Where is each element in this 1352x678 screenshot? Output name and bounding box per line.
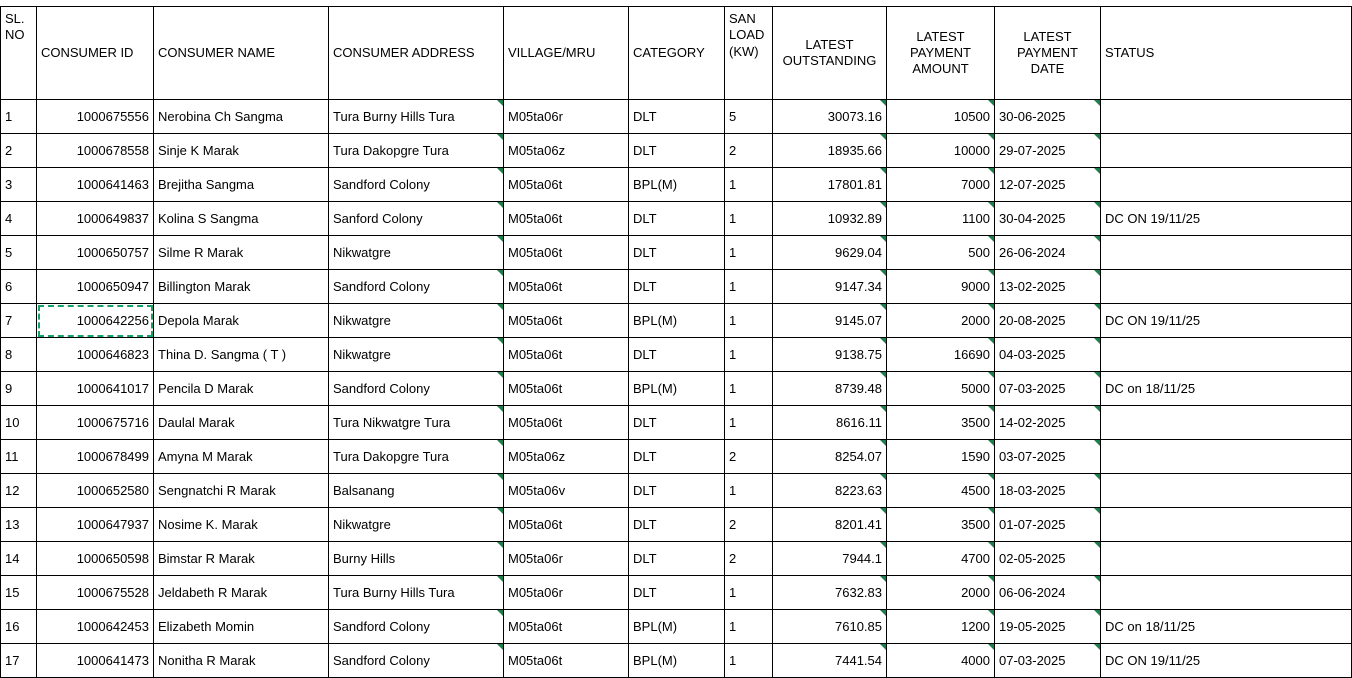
cell-name[interactable]: Sinje K Marak — [154, 134, 329, 168]
table-row[interactable] — [1, 134, 1352, 168]
cell-name[interactable]: Thina D. Sangma ( T ) — [154, 338, 329, 372]
column-header-san-load-line-3: (KW) — [729, 43, 759, 59]
cell-pay[interactable]: 4700 — [887, 542, 995, 576]
column-header-latest-payment-amount-line-3: AMOUNT — [912, 61, 969, 77]
cell-name[interactable]: Daulal Marak — [154, 406, 329, 440]
cell-date[interactable]: 26-06-2024 — [995, 236, 1101, 270]
cell-vill[interactable]: M05ta06t — [504, 202, 629, 236]
cell-status[interactable] — [1101, 508, 1352, 542]
cell-vill[interactable]: M05ta06t — [504, 304, 629, 338]
cell-sl[interactable]: 16 — [1, 610, 37, 644]
table-row[interactable] — [1, 440, 1352, 474]
cell-sl[interactable]: 4 — [1, 202, 37, 236]
cell-status[interactable]: DC on 18/11/25 — [1101, 372, 1352, 406]
cell-status[interactable] — [1101, 168, 1352, 202]
column-header-latest-payment-amount-line-1: LATEST — [916, 28, 965, 44]
cell-pay[interactable]: 3500 — [887, 406, 995, 440]
column-header-status[interactable]: STATUS — [1101, 7, 1352, 100]
cell-load[interactable]: 1 — [725, 644, 773, 678]
cell-sl[interactable]: 13 — [1, 508, 37, 542]
cell-status[interactable]: DC ON 19/11/25 — [1101, 644, 1352, 678]
cell-cat[interactable]: DLT — [629, 542, 725, 576]
cell-out[interactable]: 9147.34 — [773, 270, 887, 304]
cell-cat[interactable]: DLT — [629, 100, 725, 134]
cell-addr[interactable]: Nikwatgre — [329, 508, 504, 542]
table-row[interactable] — [1, 304, 1352, 338]
cell-date[interactable]: 07-03-2025 — [995, 372, 1101, 406]
cell-id[interactable]: 1000678499 — [37, 440, 154, 474]
cell-status[interactable] — [1101, 406, 1352, 440]
cell-date[interactable]: 20-08-2025 — [995, 304, 1101, 338]
cell-id[interactable]: 1000649837 — [37, 202, 154, 236]
cell-pay[interactable]: 10000 — [887, 134, 995, 168]
cell-name[interactable]: Nosime K. Marak — [154, 508, 329, 542]
cell-cat[interactable]: DLT — [629, 202, 725, 236]
cell-load[interactable]: 2 — [725, 542, 773, 576]
cell-pay[interactable]: 1200 — [887, 610, 995, 644]
cell-date[interactable]: 13-02-2025 — [995, 270, 1101, 304]
cell-name[interactable]: Jeldabeth R Marak — [154, 576, 329, 610]
column-header-latest-payment-date-line-2: PAYMENT — [1017, 44, 1078, 60]
cell-load[interactable]: 1 — [725, 270, 773, 304]
cell-vill[interactable]: M05ta06t — [504, 508, 629, 542]
cell-pay[interactable]: 16690 — [887, 338, 995, 372]
cell-out[interactable]: 9138.75 — [773, 338, 887, 372]
cell-vill[interactable]: M05ta06v — [504, 474, 629, 508]
column-header-sl-no-line-2: NO — [5, 27, 25, 43]
table-row[interactable] — [1, 576, 1352, 610]
cell-addr[interactable]: Tura Nikwatgre Tura — [329, 406, 504, 440]
column-header-category[interactable]: CATEGORY — [629, 7, 725, 100]
cell-status[interactable] — [1101, 440, 1352, 474]
cell-vill[interactable]: M05ta06r — [504, 542, 629, 576]
cell-date[interactable]: 18-03-2025 — [995, 474, 1101, 508]
table-row[interactable] — [1, 338, 1352, 372]
cell-name[interactable]: Silme R Marak — [154, 236, 329, 270]
cell-cat[interactable]: DLT — [629, 474, 725, 508]
cell-load[interactable]: 2 — [725, 440, 773, 474]
cell-cat[interactable]: BPL(M) — [629, 644, 725, 678]
column-header-latest-payment-amount[interactable] — [887, 7, 995, 100]
cell-sl[interactable]: 8 — [1, 338, 37, 372]
cell-load[interactable]: 1 — [725, 202, 773, 236]
table-row[interactable] — [1, 542, 1352, 576]
cell-sl[interactable]: 11 — [1, 440, 37, 474]
cell-addr[interactable]: Nikwatgre — [329, 338, 504, 372]
cell-date[interactable]: 12-07-2025 — [995, 168, 1101, 202]
cell-name[interactable]: Sengnatchi R Marak — [154, 474, 329, 508]
column-header-consumer-id[interactable]: CONSUMER ID — [37, 7, 154, 100]
table-row[interactable] — [1, 610, 1352, 644]
cell-load[interactable]: 1 — [725, 576, 773, 610]
cell-out[interactable]: 8254.07 — [773, 440, 887, 474]
cell-vill[interactable]: M05ta06z — [504, 134, 629, 168]
cell-addr[interactable]: Nikwatgre — [329, 236, 504, 270]
table-row[interactable] — [1, 236, 1352, 270]
column-header-san-load-line-1: SAN — [729, 11, 756, 26]
column-header-consumer-address[interactable]: CONSUMER ADDRESS — [329, 7, 504, 100]
cell-addr[interactable]: Sandford Colony — [329, 372, 504, 406]
cell-out[interactable]: 9629.04 — [773, 236, 887, 270]
cell-sl[interactable]: 17 — [1, 644, 37, 678]
cell-cat[interactable]: DLT — [629, 508, 725, 542]
cell-cat[interactable]: BPL(M) — [629, 304, 725, 338]
cell-id[interactable]: 1000678558 — [37, 134, 154, 168]
cell-addr[interactable]: Tura Dakopgre Tura — [329, 134, 504, 168]
cell-addr[interactable]: Sandford Colony — [329, 168, 504, 202]
table-row[interactable] — [1, 406, 1352, 440]
cell-load[interactable]: 1 — [725, 304, 773, 338]
column-header-latest-outstanding-line-1: LATEST — [805, 36, 854, 52]
table-row[interactable] — [1, 508, 1352, 542]
cell-load[interactable]: 5 — [725, 100, 773, 134]
column-header-consumer-name[interactable]: CONSUMER NAME — [154, 7, 329, 100]
cell-vill[interactable]: M05ta06t — [504, 644, 629, 678]
cell-id[interactable]: 1000647937 — [37, 508, 154, 542]
cell-out[interactable]: 7441.54 — [773, 644, 887, 678]
cell-sl[interactable]: 14 — [1, 542, 37, 576]
cell-status[interactable] — [1101, 474, 1352, 508]
cell-cat[interactable]: DLT — [629, 236, 725, 270]
cell-pay[interactable]: 5000 — [887, 372, 995, 406]
cell-out[interactable]: 9145.07 — [773, 304, 887, 338]
cell-load[interactable]: 1 — [725, 236, 773, 270]
cell-cat[interactable]: DLT — [629, 440, 725, 474]
cell-cat[interactable]: DLT — [629, 134, 725, 168]
cell-addr[interactable]: Burny Hills — [329, 542, 504, 576]
cell-addr[interactable]: Sandford Colony — [329, 270, 504, 304]
cell-status[interactable] — [1101, 236, 1352, 270]
column-header-latest-payment-date[interactable] — [995, 7, 1101, 100]
cell-cat[interactable]: BPL(M) — [629, 372, 725, 406]
cell-date[interactable]: 19-05-2025 — [995, 610, 1101, 644]
cell-name[interactable]: Kolina S Sangma — [154, 202, 329, 236]
cell-vill[interactable]: M05ta06t — [504, 338, 629, 372]
cell-id[interactable]: 1000675556 — [37, 100, 154, 134]
cell-cat[interactable]: DLT — [629, 338, 725, 372]
cell-out[interactable]: 30073.16 — [773, 100, 887, 134]
cell-addr[interactable]: Nikwatgre — [329, 304, 504, 338]
cell-id[interactable]: 1000642453 — [37, 610, 154, 644]
cell-cat[interactable]: DLT — [629, 406, 725, 440]
cell-status[interactable]: DC ON 19/11/25 — [1101, 304, 1352, 338]
cell-id[interactable]: 1000646823 — [37, 338, 154, 372]
cell-status[interactable] — [1101, 270, 1352, 304]
table-header-row — [1, 7, 1352, 100]
cell-status[interactable]: DC ON 19/11/25 — [1101, 202, 1352, 236]
table-row[interactable] — [1, 100, 1352, 134]
cell-status[interactable]: DC on 18/11/25 — [1101, 610, 1352, 644]
cell-load[interactable]: 1 — [725, 168, 773, 202]
column-header-san-load[interactable] — [725, 7, 773, 100]
cell-name[interactable]: Amyna M Marak — [154, 440, 329, 474]
cell-sl[interactable]: 12 — [1, 474, 37, 508]
cell-name[interactable]: Elizabeth Momin — [154, 610, 329, 644]
cell-sl[interactable]: 7 — [1, 304, 37, 338]
cell-date[interactable]: 01-07-2025 — [995, 508, 1101, 542]
cell-id[interactable]: 1000642256 — [37, 304, 154, 338]
cell-sl[interactable]: 3 — [1, 168, 37, 202]
cell-pay[interactable]: 9000 — [887, 270, 995, 304]
cell-pay[interactable]: 4000 — [887, 644, 995, 678]
cell-status[interactable] — [1101, 542, 1352, 576]
cell-vill[interactable]: M05ta06t — [504, 610, 629, 644]
cell-addr[interactable]: Tura Dakopgre Tura — [329, 440, 504, 474]
column-header-latest-outstanding[interactable] — [773, 7, 887, 100]
cell-date[interactable]: 14-02-2025 — [995, 406, 1101, 440]
cell-vill[interactable]: M05ta06t — [504, 406, 629, 440]
cell-vill[interactable]: M05ta06t — [504, 372, 629, 406]
table-body[interactable] — [1, 100, 1352, 678]
column-header-village-mru[interactable]: VILLAGE/MRU — [504, 7, 629, 100]
cell-date[interactable]: 06-06-2024 — [995, 576, 1101, 610]
cell-load[interactable]: 1 — [725, 610, 773, 644]
cell-load[interactable]: 1 — [725, 338, 773, 372]
cell-status[interactable] — [1101, 100, 1352, 134]
cell-id[interactable]: 1000650598 — [37, 542, 154, 576]
cell-out[interactable]: 8201.41 — [773, 508, 887, 542]
cell-addr[interactable]: Sandford Colony — [329, 644, 504, 678]
cell-addr[interactable]: Tura Burny Hills Tura — [329, 100, 504, 134]
cell-addr[interactable]: Tura Burny Hills Tura — [329, 576, 504, 610]
cell-sl[interactable]: 2 — [1, 134, 37, 168]
cell-name[interactable]: Nonitha R Marak — [154, 644, 329, 678]
cell-name[interactable]: Brejitha Sangma — [154, 168, 329, 202]
column-header-latest-payment-date-line-3: DATE — [1030, 61, 1065, 77]
cell-pay[interactable]: 2000 — [887, 576, 995, 610]
cell-out[interactable]: 10932.89 — [773, 202, 887, 236]
cell-status[interactable] — [1101, 134, 1352, 168]
cell-date[interactable]: 30-06-2025 — [995, 100, 1101, 134]
cell-date[interactable]: 07-03-2025 — [995, 644, 1101, 678]
cell-sl[interactable]: 6 — [1, 270, 37, 304]
table-row[interactable] — [1, 270, 1352, 304]
cell-out[interactable]: 8223.63 — [773, 474, 887, 508]
cell-name[interactable]: Depola Marak — [154, 304, 329, 338]
cell-out[interactable]: 8739.48 — [773, 372, 887, 406]
column-header-sl-no-line-1: SL. — [5, 11, 25, 26]
cell-load[interactable]: 1 — [725, 406, 773, 440]
column-header-sl-no[interactable] — [1, 7, 37, 100]
cell-pay[interactable]: 10500 — [887, 100, 995, 134]
cell-vill[interactable]: M05ta06z — [504, 440, 629, 474]
cell-pay[interactable]: 7000 — [887, 168, 995, 202]
cell-date[interactable]: 02-05-2025 — [995, 542, 1101, 576]
cell-pay[interactable]: 1100 — [887, 202, 995, 236]
cell-cat[interactable]: DLT — [629, 576, 725, 610]
cell-status[interactable] — [1101, 338, 1352, 372]
cell-name[interactable]: Nerobina Ch Sangma — [154, 100, 329, 134]
cell-vill[interactable]: M05ta06r — [504, 576, 629, 610]
cell-sl[interactable]: 9 — [1, 372, 37, 406]
cell-out[interactable]: 17801.81 — [773, 168, 887, 202]
cell-vill[interactable]: M05ta06r — [504, 100, 629, 134]
cell-addr[interactable]: Sandford Colony — [329, 610, 504, 644]
cell-pay[interactable]: 500 — [887, 236, 995, 270]
cell-load[interactable]: 1 — [725, 372, 773, 406]
cell-addr[interactable]: Balsanang — [329, 474, 504, 508]
cell-out[interactable]: 8616.11 — [773, 406, 887, 440]
cell-id[interactable]: 1000652580 — [37, 474, 154, 508]
cell-vill[interactable]: M05ta06t — [504, 168, 629, 202]
table-row[interactable] — [1, 168, 1352, 202]
cell-id[interactable]: 1000675528 — [37, 576, 154, 610]
cell-load[interactable]: 2 — [725, 134, 773, 168]
table-row[interactable] — [1, 474, 1352, 508]
cell-id[interactable]: 1000641017 — [37, 372, 154, 406]
consumer-arrears-table[interactable] — [0, 6, 1352, 678]
table-row[interactable] — [1, 372, 1352, 406]
cell-sl[interactable]: 1 — [1, 100, 37, 134]
cell-status[interactable] — [1101, 576, 1352, 610]
cell-cat[interactable]: BPL(M) — [629, 610, 725, 644]
cell-cat[interactable]: BPL(M) — [629, 168, 725, 202]
cell-addr[interactable]: Sanford Colony — [329, 202, 504, 236]
cell-sl[interactable]: 5 — [1, 236, 37, 270]
cell-out[interactable]: 7610.85 — [773, 610, 887, 644]
cell-id[interactable]: 1000650757 — [37, 236, 154, 270]
cell-id[interactable]: 1000675716 — [37, 406, 154, 440]
cell-id[interactable]: 1000641463 — [37, 168, 154, 202]
cell-date[interactable]: 29-07-2025 — [995, 134, 1101, 168]
cell-pay[interactable]: 4500 — [887, 474, 995, 508]
cell-name[interactable]: Pencila D Marak — [154, 372, 329, 406]
cell-out[interactable]: 7632.83 — [773, 576, 887, 610]
cell-name[interactable]: Billington Marak — [154, 270, 329, 304]
cell-pay[interactable]: 2000 — [887, 304, 995, 338]
cell-id[interactable]: 1000641473 — [37, 644, 154, 678]
cell-date[interactable]: 03-07-2025 — [995, 440, 1101, 474]
cell-pay[interactable]: 3500 — [887, 508, 995, 542]
cell-sl[interactable]: 15 — [1, 576, 37, 610]
cell-load[interactable]: 2 — [725, 508, 773, 542]
cell-out[interactable]: 18935.66 — [773, 134, 887, 168]
cell-date[interactable]: 30-04-2025 — [995, 202, 1101, 236]
cell-sl[interactable]: 10 — [1, 406, 37, 440]
table-row[interactable] — [1, 202, 1352, 236]
cell-vill[interactable]: M05ta06t — [504, 270, 629, 304]
column-header-latest-outstanding-line-2: OUTSTANDING — [782, 53, 877, 68]
cell-name[interactable]: Bimstar R Marak — [154, 542, 329, 576]
cell-load[interactable]: 1 — [725, 474, 773, 508]
cell-id[interactable]: 1000650947 — [37, 270, 154, 304]
column-header-latest-payment-amount-line-2: PAYMENT — [910, 44, 971, 60]
table-row[interactable] — [1, 644, 1352, 678]
column-header-latest-payment-date-line-1: LATEST — [1023, 28, 1072, 44]
cell-cat[interactable]: DLT — [629, 270, 725, 304]
cell-out[interactable]: 7944.1 — [773, 542, 887, 576]
cell-date[interactable]: 04-03-2025 — [995, 338, 1101, 372]
cell-pay[interactable]: 1590 — [887, 440, 995, 474]
column-header-san-load-line-2: LOAD — [729, 27, 765, 43]
cell-vill[interactable]: M05ta06t — [504, 236, 629, 270]
